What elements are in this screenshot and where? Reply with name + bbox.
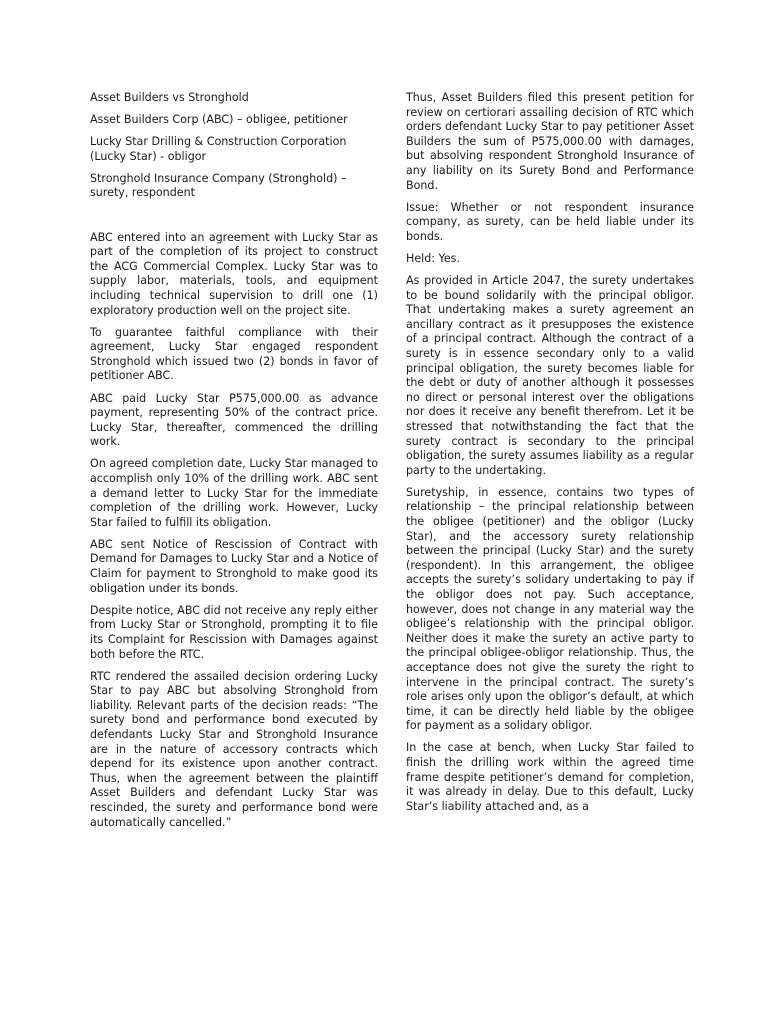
- right-column: [406, 91, 694, 822]
- held-paragraph: Held: Yes.: [406, 251, 460, 265]
- paragraph: Despite notice, ABC did not receive any reply either from Lucky Star or Stronghold, prompting it to file its Complaint for Rescission with Damages against both before the RTC.: [90, 603, 378, 661]
- case-title: Asset Builders vs Stronghold: [90, 91, 249, 104]
- left-column: [90, 91, 378, 838]
- paragraph: ABC paid Lucky Star P575,000.00 as advance payment, representing 50% of the contract price. Lucky Star, thereafter, commenced the drilling work.: [90, 391, 378, 449]
- paragraph: As provided in Article 2047, the surety undertakes to be bound solidarily with the principal obligor. That undertaking makes a surety agreement an ancillary contract as it presupposes the existence of a principal contract. Although the contract of a surety is in essence secondary only to a valid principal obligation, the surety becomes liable for the debt or duty of another although it possesses no direct or personal interest over the obligations nor does it receive any benefit therefrom. Let it be stressed that notwithstanding the fact that the surety contract is secondary to the principal obligation, the surety assumes liability as a regular party to the undertaking.: [406, 274, 694, 477]
- paragraph: RTC rendered the assailed decision ordering Lucky Star to pay ABC but absolving Stronghold from liability. Relevant parts of the decision reads: “The surety bond and performance bond executed by defendants Lucky Star and Stronghold Insurance are in the nature of accessory contracts which depend for its existence upon another contract. Thus, when the agreement between the plaintiff Asset Builders and defendant Lucky Star was rescinded, the surety and performance bond were automatically cancelled.”: [90, 669, 378, 829]
- party-respondent: Stronghold Insurance Company (Stronghold) – surety, respondent: [90, 171, 347, 200]
- paragraph: ABC sent Notice of Rescission of Contract with Demand for Damages to Lucky Star and a Notice of Claim for payment to Stronghold to make good its obligation under its bonds.: [90, 537, 378, 595]
- section-spacer: [90, 209, 378, 231]
- paragraph: Thus, Asset Builders filed this present petition for review on certiorari assailing decision of RTC which orders defendant Lucky Star to pay petitioner Asset Builders the sum of P575,000.00 with damages, but absolving respondent Stronghold Insurance of any liability on its Surety Bond and Performance Bond.: [406, 91, 694, 192]
- paragraph: In the case at bench, when Lucky Star failed to finish the drilling work within the agreed time frame despite petitioner’s demand for completion, it was already in delay. Due to this default, Lucky Star’s liability attached and, as a: [406, 741, 694, 813]
- party-obligor: Lucky Star Drilling & Construction Corporation (Lucky Star) - obligor: [90, 135, 347, 163]
- paragraph: On agreed completion date, Lucky Star managed to accomplish only 10% of the drilling work. ABC sent a demand letter to Lucky Star for the immediate completion of the drilling work. However, Lucky Star failed to fulfill its obligation.: [90, 457, 378, 529]
- paragraph: ABC entered into an agreement with Lucky Star as part of the completion of its project to construct the ACG Commercial Complex. Lucky Star was to supply labor, materials, tools, and equipment including technical supervision to drill one (1) exploratory production well on the project site.: [90, 230, 378, 317]
- paragraph: Suretyship, in essence, contains two types of relationship – the principal relationship between the obligee (petitioner) and the obligor (Lucky Star), and the accessory surety relationship between the principal (Lucky Star) and the surety (respondent). In this arrangement, the obligee accepts the surety’s solidary undertaking to pay if the obligor does not pay. Such acceptance, however, does not change in any material way the obligee’s relationship with the principal obligor. Neither does it make the surety an active party to the principal obligee-obligor relationship. Thus, the acceptance does not give the surety the right to intervene in the principal contract. The surety’s role arises only upon the obligor’s default, at which time, it can be directly held liable by the obligee for payment as a solidary obligor.: [406, 485, 694, 733]
- paragraph: To guarantee faithful compliance with their agreement, Lucky Star engaged respondent Stronghold which issued two (2) bonds in favor of petitioner ABC.: [90, 325, 378, 383]
- party-petitioner: Asset Builders Corp (ABC) – obligee, petitioner: [90, 113, 348, 127]
- issue-paragraph: Issue: Whether or not respondent insurance company, as surety, can be held liable under its bonds.: [406, 200, 694, 243]
